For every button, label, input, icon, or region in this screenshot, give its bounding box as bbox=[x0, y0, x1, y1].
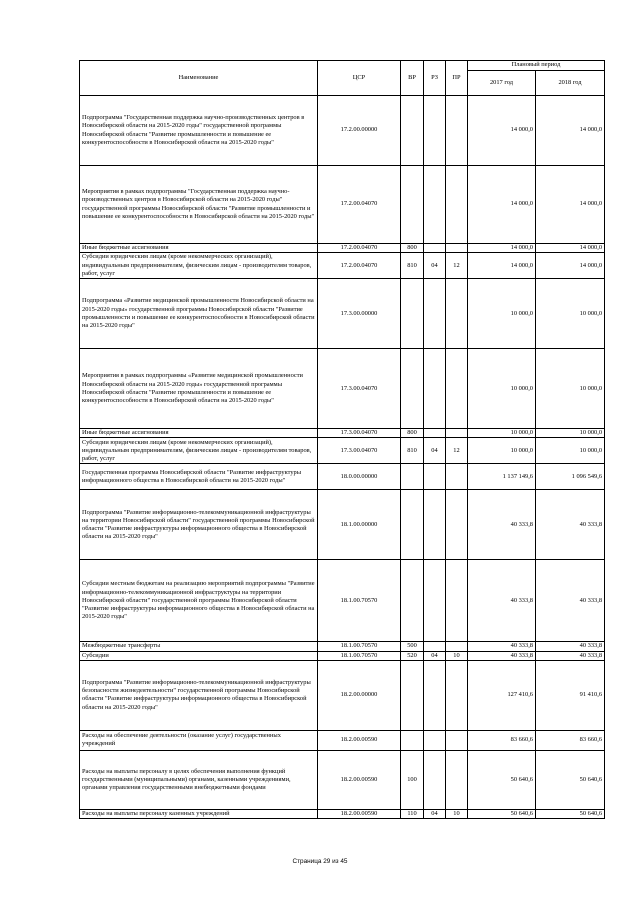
cell-y2017: 40 333,8 bbox=[468, 642, 536, 651]
cell-y2018: 14 000,0 bbox=[536, 253, 605, 279]
cell-y2017: 14 000,0 bbox=[468, 244, 536, 253]
cell-y2017: 127 410,6 bbox=[468, 660, 536, 730]
cell-pr: 10 bbox=[446, 809, 468, 818]
cell-rz: 04 bbox=[424, 809, 446, 818]
cell-vr: 500 bbox=[401, 642, 424, 651]
table-row bbox=[80, 244, 605, 253]
cell-rz bbox=[424, 560, 446, 642]
cell-rz bbox=[424, 464, 446, 490]
header-planned-period: Плановый период bbox=[468, 61, 605, 71]
cell-y2017: 40 333,8 bbox=[468, 560, 536, 642]
cell-rz: 04 bbox=[424, 438, 446, 464]
table-row bbox=[80, 490, 605, 560]
cell-y2018: 83 660,6 bbox=[536, 730, 605, 750]
cell-rz bbox=[424, 490, 446, 560]
cell-pr: 12 bbox=[446, 438, 468, 464]
cell-name: Государственная программа Новосибирской области "Развитие инфраструктуры информационного общества в Новосибирской области на 2015-2020 годы" bbox=[80, 464, 318, 490]
cell-csr: 18.1.00.00000 bbox=[318, 490, 401, 560]
cell-csr: 17.2.00.04070 bbox=[318, 244, 401, 253]
cell-vr: 800 bbox=[401, 244, 424, 253]
cell-rz bbox=[424, 750, 446, 809]
cell-rz bbox=[424, 429, 446, 438]
header-pr: ПР bbox=[446, 61, 468, 96]
cell-rz bbox=[424, 166, 446, 244]
cell-pr bbox=[446, 660, 468, 730]
cell-y2018: 91 410,6 bbox=[536, 660, 605, 730]
cell-csr: 17.3.00.04070 bbox=[318, 429, 401, 438]
cell-y2018: 1 096 549,6 bbox=[536, 464, 605, 490]
cell-vr bbox=[401, 464, 424, 490]
cell-name: Субсидии bbox=[80, 651, 318, 660]
cell-csr: 18.2.00.00590 bbox=[318, 750, 401, 809]
cell-vr bbox=[401, 730, 424, 750]
cell-name: Расходы на обеспечение деятельности (оказание услуг) государственных учреждений bbox=[80, 730, 318, 750]
cell-pr bbox=[446, 464, 468, 490]
header-name: Наименование bbox=[80, 61, 318, 96]
cell-y2018: 40 333,8 bbox=[536, 490, 605, 560]
cell-vr: 100 bbox=[401, 750, 424, 809]
cell-csr: 18.0.00.00000 bbox=[318, 464, 401, 490]
cell-y2018: 40 333,8 bbox=[536, 651, 605, 660]
cell-y2017: 40 333,8 bbox=[468, 490, 536, 560]
table-row bbox=[80, 349, 605, 429]
cell-csr: 17.3.00.04070 bbox=[318, 438, 401, 464]
cell-y2017: 14 000,0 bbox=[468, 166, 536, 244]
cell-name: Иные бюджетные ассигнования bbox=[80, 244, 318, 253]
cell-rz bbox=[424, 96, 446, 166]
table-body bbox=[80, 96, 605, 819]
cell-y2018: 50 640,6 bbox=[536, 750, 605, 809]
cell-y2017: 50 640,6 bbox=[468, 809, 536, 818]
table-row bbox=[80, 560, 605, 642]
cell-pr bbox=[446, 96, 468, 166]
cell-pr bbox=[446, 166, 468, 244]
header-year-2017: 2017 год bbox=[468, 71, 536, 96]
table-row bbox=[80, 166, 605, 244]
cell-name: Субсидии юридическим лицам (кроме некоммерческих организаций), индивидуальным предпринимателям, физическим лицам - производителям товаров, работ, услуг bbox=[80, 438, 318, 464]
cell-name: Иные бюджетные ассигнования bbox=[80, 429, 318, 438]
cell-rz bbox=[424, 244, 446, 253]
cell-vr bbox=[401, 349, 424, 429]
table-row bbox=[80, 464, 605, 490]
table-row bbox=[80, 642, 605, 651]
table-row bbox=[80, 809, 605, 818]
cell-y2017: 40 333,8 bbox=[468, 651, 536, 660]
table-row bbox=[80, 429, 605, 438]
cell-y2017: 14 000,0 bbox=[468, 96, 536, 166]
cell-pr bbox=[446, 730, 468, 750]
cell-csr: 17.2.00.00000 bbox=[318, 96, 401, 166]
cell-csr: 18.2.00.00590 bbox=[318, 730, 401, 750]
cell-name: Межбюджетные трансферты bbox=[80, 642, 318, 651]
cell-y2018: 10 000,0 bbox=[536, 429, 605, 438]
cell-name: Расходы на выплаты персоналу казенных учреждений bbox=[80, 809, 318, 818]
cell-y2017: 83 660,6 bbox=[468, 730, 536, 750]
cell-y2018: 40 333,8 bbox=[536, 642, 605, 651]
cell-y2017: 10 000,0 bbox=[468, 279, 536, 349]
cell-csr: 18.1.00.70570 bbox=[318, 560, 401, 642]
cell-rz: 04 bbox=[424, 651, 446, 660]
table-row bbox=[80, 96, 605, 166]
cell-vr: 800 bbox=[401, 429, 424, 438]
cell-y2018: 14 000,0 bbox=[536, 244, 605, 253]
cell-rz bbox=[424, 349, 446, 429]
header-year-2018: 2018 год bbox=[536, 71, 605, 96]
cell-y2018: 10 000,0 bbox=[536, 279, 605, 349]
table-row bbox=[80, 651, 605, 660]
cell-csr: 17.2.00.04070 bbox=[318, 253, 401, 279]
budget-table bbox=[79, 60, 605, 819]
cell-vr bbox=[401, 490, 424, 560]
cell-vr bbox=[401, 166, 424, 244]
page-footer: Страница 29 из 45 bbox=[292, 858, 348, 865]
cell-pr bbox=[446, 429, 468, 438]
table-row bbox=[80, 279, 605, 349]
header-csr: ЦСР bbox=[318, 61, 401, 96]
cell-name: Подпрограмма "Развитие информационно-телекоммуникационной инфраструктуры безопасности жизнедеятельности" государственной программы Новосибирской области "Развитие инфраструктуры информационного общества в Новосибирской области на 2015-2020 годы" bbox=[80, 660, 318, 730]
cell-rz bbox=[424, 660, 446, 730]
cell-csr: 18.2.00.00590 bbox=[318, 809, 401, 818]
cell-pr: 12 bbox=[446, 253, 468, 279]
cell-vr: 810 bbox=[401, 438, 424, 464]
cell-name: Подпрограмма «Развитие медицинской промышленности Новосибирской области на 2015-2020 годы» государственной программы Новосибирской области "Развитие промышленности и повышение ее конкурентоспособности в Новосибирской области на 2015-2020 годы" bbox=[80, 279, 318, 349]
cell-name: Расходы на выплаты персоналу в целях обеспечения выполнения функций государственными (муниципальными) органами, казенными учреждениями, органами управления государственными внебюджетными фондами bbox=[80, 750, 318, 809]
cell-y2018: 14 000,0 bbox=[536, 96, 605, 166]
cell-pr bbox=[446, 750, 468, 809]
cell-pr bbox=[446, 349, 468, 429]
cell-rz bbox=[424, 730, 446, 750]
cell-name: Подпрограмма "Развитие информационно-телекоммуникационной инфраструктуры на территории Новосибирской области" государственной программы Новосибирской области "Развитие инфраструктуры информационного общества в Новосибирской области на 2015-2020 годы" bbox=[80, 490, 318, 560]
cell-csr: 17.2.00.04070 bbox=[318, 166, 401, 244]
cell-csr: 18.1.00.70570 bbox=[318, 651, 401, 660]
cell-csr: 18.2.00.00000 bbox=[318, 660, 401, 730]
cell-rz: 04 bbox=[424, 253, 446, 279]
cell-csr: 18.1.00.70570 bbox=[318, 642, 401, 651]
table-row bbox=[80, 750, 605, 809]
cell-y2017: 14 000,0 bbox=[468, 253, 536, 279]
cell-rz bbox=[424, 642, 446, 651]
cell-vr bbox=[401, 560, 424, 642]
cell-y2017: 10 000,0 bbox=[468, 429, 536, 438]
cell-pr bbox=[446, 279, 468, 349]
cell-name: Субсидии местным бюджетам на реализацию мероприятий подпрограммы "Развитие информационно-телекоммуникационной инфраструктуры на территории Новосибирской области" государственной программы Новосибирской области "Развитие инфраструктуры информационного общества в Новосибирской области на 2015-2020 годы" bbox=[80, 560, 318, 642]
cell-vr bbox=[401, 96, 424, 166]
cell-csr: 17.3.00.04070 bbox=[318, 349, 401, 429]
cell-vr bbox=[401, 660, 424, 730]
cell-rz bbox=[424, 279, 446, 349]
table-row bbox=[80, 253, 605, 279]
cell-pr: 10 bbox=[446, 651, 468, 660]
cell-y2017: 10 000,0 bbox=[468, 349, 536, 429]
cell-pr bbox=[446, 560, 468, 642]
cell-y2017: 10 000,0 bbox=[468, 438, 536, 464]
table-row bbox=[80, 730, 605, 750]
table-row bbox=[80, 660, 605, 730]
cell-y2017: 50 640,6 bbox=[468, 750, 536, 809]
cell-vr bbox=[401, 279, 424, 349]
cell-name: Субсидии юридическим лицам (кроме некоммерческих организаций), индивидуальным предпринимателям, физическим лицам - производителям товаров, работ, услуг bbox=[80, 253, 318, 279]
cell-vr: 520 bbox=[401, 651, 424, 660]
cell-csr: 17.3.00.00000 bbox=[318, 279, 401, 349]
cell-vr: 110 bbox=[401, 809, 424, 818]
cell-name: Мероприятия в рамках подпрограммы "Государственная поддержка научно-производственных центров в Новосибирской области на 2015-2020 годы" государственной программы Новосибирской области "Развитие промышленности и повышение ее конкурентоспособности в Новосибирской области на 2015-2020 годы" bbox=[80, 166, 318, 244]
cell-pr bbox=[446, 642, 468, 651]
table-row bbox=[80, 438, 605, 464]
header-rz: РЗ bbox=[424, 61, 446, 96]
cell-vr: 810 bbox=[401, 253, 424, 279]
cell-y2018: 10 000,0 bbox=[536, 438, 605, 464]
cell-y2017: 1 137 149,6 bbox=[468, 464, 536, 490]
cell-pr bbox=[446, 244, 468, 253]
cell-y2018: 40 333,8 bbox=[536, 560, 605, 642]
cell-pr bbox=[446, 490, 468, 560]
cell-y2018: 50 640,6 bbox=[536, 809, 605, 818]
header-vr: ВР bbox=[401, 61, 424, 96]
cell-y2018: 14 000,0 bbox=[536, 166, 605, 244]
cell-y2018: 10 000,0 bbox=[536, 349, 605, 429]
cell-name: Мероприятия в рамках подпрограммы «Развитие медицинской промышленности Новосибирской области на 2015-2020 годы» государственной программы Новосибирской области "Развитие промышленности и повышение ее конкурентоспособности в Новосибирской области на 2015-2020 годы" bbox=[80, 349, 318, 429]
cell-name: Подпрограмма "Государственная поддержка научно-производственных центров в Новосибирской области на 2015-2020 годы" государственной программы Новосибирской области "Развитие промышленности и повышение ее конкурентоспособности в Новосибирской области на 2015-2020 годы" bbox=[80, 96, 318, 166]
